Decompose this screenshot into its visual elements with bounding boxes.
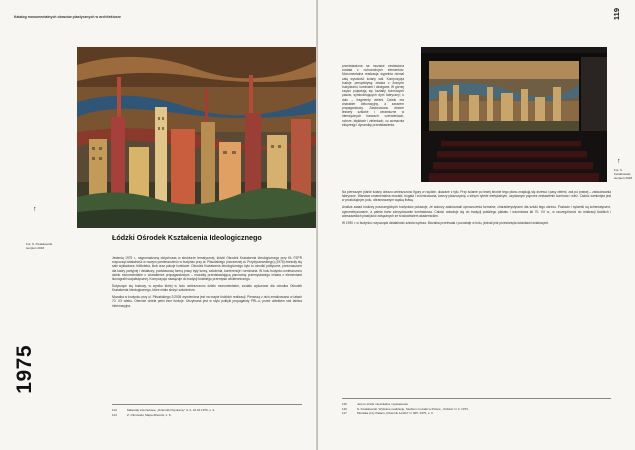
footnote-rule xyxy=(112,404,302,405)
paragraph: Na pierwszym planie ściany obrazu umieszczono figury w rzędzie, ukazane z tyłu. Przy ścianie po lewej stronie tego planu znajdują się drzewa i pasy zieleni, zaś po prawej – zabudowania fabryczne. Warstwa ornamentalna mozaiki, bogata i zróżnicowana, tworzy płaszczyznę o silnym rytmie wertykalnym, uzyskanym poprzez zestawienie kominów i wież. Całość zamknięta jest w prostokątnym polu, obramowanym wąską listwą. xyxy=(342,190,611,203)
right-page xyxy=(318,0,635,450)
cinema-hall-photo xyxy=(421,47,607,182)
left-body-text xyxy=(112,256,302,311)
right-body-text xyxy=(342,190,611,228)
left-footnotes xyxy=(112,408,307,417)
footnote: 115 Jest to strefa mieszkalna i wystawowa. xyxy=(342,402,409,406)
footnote: 117 Mozaika przy Pałacu „Dziennik Łódzki” nr 305, 1975, s. 3. xyxy=(342,411,434,416)
footnote: 114 Z. Olmowski, Mapa Zbiorów, s. 6. xyxy=(112,412,172,417)
photo-credit-right: Fot. S. Kwiatkowski, sierpień 2018 xyxy=(614,168,633,180)
mosaic-photo xyxy=(77,47,317,228)
footnote: 113 Materiały internetowe, „Dziennik Popularny” nr 4, 10.01.1976, s. 3. xyxy=(112,408,216,412)
right-column-text: przedstawiona na mozaice zestawiona została z różnorodnych elementów. Monumentalna realizacja wypełnia niemal całą wysokość ściany sali. Kompozycja buduje perspektywę miasta z licznymi budynkami, kominami i dźwigami. W górnej części pojawiają się kształty kolorowych pasów, symbolizujących dym fabryczny; u dołu – fragmenty zieleni. Dzieło ma charakter dekoracyjny, a zarazem propagandowy. Zastosowano drobne tessery szklane i ceramiczne w intensywnych barwach: czerwieniach, ochrze, błękitach i zieleniach, co wzmacnia ekspresję i dynamikę przedstawienia. xyxy=(342,64,404,127)
section-title: Łódzki Ośrodek Kształcenia Ideologicznego xyxy=(112,233,262,242)
running-head: Katalog monumentalnych obrazów plastycznych w architekturze xyxy=(14,15,121,19)
year-marker: 1975 xyxy=(13,345,36,394)
arrow-up-icon: ↑ xyxy=(33,206,37,213)
footnote: 116 S. Kwiatkowski, Wybrane realizacje, Studium mozaiki w Polsce, „Sztuka” nr 2, 1973. xyxy=(342,406,469,411)
page-number: 119 xyxy=(612,8,621,21)
footnote-rule xyxy=(342,398,611,399)
paragraph: W 1990 r. w budynku rozpoczęła działalność szkoła wyższa. Mozaika przetrwała i pozostaje w holu, jednak jest przesłonięta ściankami działowymi. xyxy=(342,220,549,225)
paragraph: Dotyczące się budowy, w wyniku której w holu umieszczono dzieło monumentalne, zostało wykonane dla ośrodka Ośrodek Kształcenia Ideologicznego, które miało służyć szkoleniom. xyxy=(112,284,302,293)
paragraph: Mozaika w budynku przy ul. Piłsudskiego 2/2005 wymieniona jest na mapie łódzkich realizacji. Pierwszą z nich zrealizowano w latach 70. XX wieku. Obecnie obiekt pełni inne funkcje. Utrzymana jest w stylu polityki propagandy PRL-u; przed obiektem stoi tablica informacyjna. xyxy=(112,295,302,308)
paragraph: Jesienią 1975 r., nagromadzoną dotychczas w strukturze tematycznej, łódzki Ośrodek Kształcenia Ideologicznego przy KŁ PZPR rozpoczął działalność w nowym pomieszczeniu w budynku przy al. Piłsudskiego (ówczesnej al. Przybyszewskiego) (1975) mieściły się sale wykładowe, biblioteka, klub oraz pokoje hotelowe. Ośrodek Kształcenia Ideologicznego było to ośrodki polityczne, przeznaczone dla kadry partyjnej i działaczy; podstawową formą pracy były kursy, szkolenia, konferencje i seminaria. W holu budynku umieszczono dzieło monumentalne o charakterze propagandowym – mozaikę przedstawiającą panoramę przemysłowego miasta z elementami ikonografii socjalistycznej. Kompozycja nawiązuje do tradycji łódzkiego przemysłu włókienniczego. xyxy=(112,256,302,282)
right-footnotes xyxy=(342,402,617,416)
left-page xyxy=(0,0,317,450)
paragraph: Analiza zasad budowy poszczególnych budynków pokazuje, że autorzy zastosowali uproszczenia formalne, charakterystyczne dla sztuki tego okresu. Postacie i sylwetki są schematyczne, zgeometryzowane, a paleta barw zdecydowanie kontrastowa. Całość odwołuje się do tradycji polskiego plakatu i wzornictwa lat 70. XX w., w szczególności do realizacji łódzkich i warszawskich plastyków związanych ze środowiskiem akademickim. xyxy=(342,205,611,218)
photo-credit-left: Fot. S. Kwiatkowski, sierpień 2018 xyxy=(26,242,53,250)
arrow-up-icon: ↑ xyxy=(617,158,621,165)
